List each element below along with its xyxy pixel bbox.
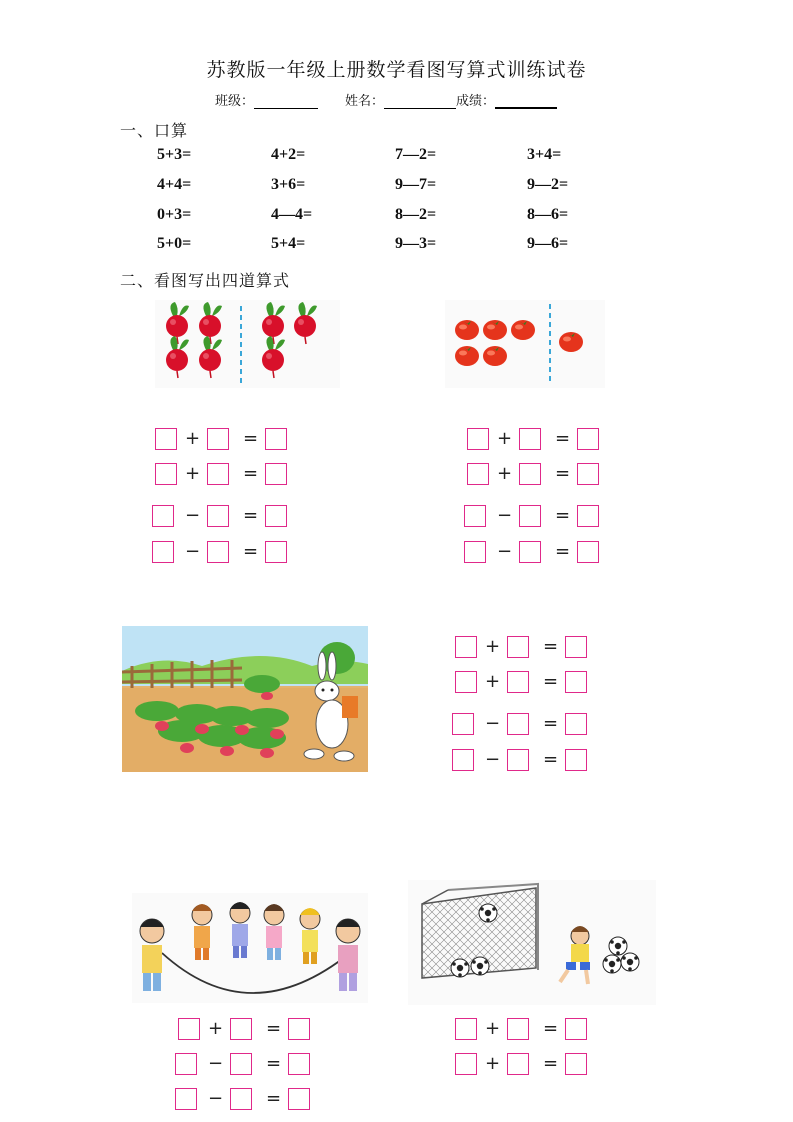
calc-problem: 9—6= bbox=[527, 235, 569, 252]
equals-sign: = bbox=[243, 463, 259, 484]
answer-box[interactable] bbox=[565, 749, 587, 771]
answer-box[interactable] bbox=[507, 1053, 529, 1075]
answer-box[interactable] bbox=[455, 671, 477, 693]
answer-box[interactable] bbox=[265, 463, 287, 485]
class-field bbox=[215, 90, 318, 109]
soccer-goal-scene bbox=[408, 880, 656, 1005]
equals-sign: = bbox=[543, 749, 559, 770]
equals-sign: = bbox=[266, 1053, 282, 1074]
minus-sign: − bbox=[185, 505, 201, 526]
name-label: 姓名： bbox=[345, 94, 385, 109]
score-label: 成绩： bbox=[456, 94, 496, 109]
calc-problem: 4+4= bbox=[157, 176, 192, 193]
answer-box[interactable] bbox=[230, 1053, 252, 1075]
answer-box[interactable] bbox=[175, 1053, 197, 1075]
minus-sign: − bbox=[497, 541, 513, 562]
name-blank[interactable] bbox=[384, 94, 456, 109]
section1-title: 一、口算 bbox=[120, 121, 189, 140]
answer-box[interactable] bbox=[467, 428, 489, 450]
calc-problem: 4—4= bbox=[271, 206, 313, 223]
class-label: 班级： bbox=[215, 94, 255, 109]
plus-sign: + bbox=[208, 1018, 224, 1039]
answer-box[interactable] bbox=[507, 1018, 529, 1040]
radish-picture bbox=[155, 300, 340, 388]
minus-sign: − bbox=[208, 1053, 224, 1074]
answer-box[interactable] bbox=[507, 713, 529, 735]
tomato-icon bbox=[445, 300, 605, 388]
answer-box[interactable] bbox=[230, 1018, 252, 1040]
jump-rope-picture bbox=[132, 893, 368, 1003]
answer-box[interactable] bbox=[452, 713, 474, 735]
equals-sign: = bbox=[266, 1088, 282, 1109]
equals-sign: = bbox=[543, 636, 559, 657]
answer-box[interactable] bbox=[455, 1018, 477, 1040]
answer-box[interactable] bbox=[577, 463, 599, 485]
calc-problem: 5+3= bbox=[157, 146, 192, 163]
name-field bbox=[345, 90, 557, 109]
answer-box[interactable] bbox=[565, 713, 587, 735]
answer-box[interactable] bbox=[288, 1018, 310, 1040]
soccer-picture bbox=[408, 880, 656, 1005]
answer-box[interactable] bbox=[519, 541, 541, 563]
page-title: 苏教版一年级上册数学看图写算式训练试卷 bbox=[206, 59, 587, 81]
answer-box[interactable] bbox=[565, 1018, 587, 1040]
plus-sign: + bbox=[485, 1053, 501, 1074]
plus-sign: + bbox=[185, 463, 201, 484]
answer-box[interactable] bbox=[288, 1088, 310, 1110]
calc-problem: 3+6= bbox=[271, 176, 306, 193]
equals-sign: = bbox=[266, 1018, 282, 1039]
equals-sign: = bbox=[555, 541, 571, 562]
calc-problem: 5+4= bbox=[271, 235, 306, 252]
score-blank[interactable] bbox=[495, 93, 557, 109]
equals-sign: = bbox=[555, 428, 571, 449]
answer-box[interactable] bbox=[152, 541, 174, 563]
answer-box[interactable] bbox=[464, 505, 486, 527]
answer-box[interactable] bbox=[265, 541, 287, 563]
equals-sign: = bbox=[243, 541, 259, 562]
jump-rope-children-scene bbox=[132, 893, 368, 1003]
calc-problem: 3+4= bbox=[527, 146, 562, 163]
answer-box[interactable] bbox=[519, 463, 541, 485]
answer-box[interactable] bbox=[565, 1053, 587, 1075]
plus-sign: + bbox=[185, 428, 201, 449]
plus-sign: + bbox=[485, 671, 501, 692]
equals-sign: = bbox=[555, 463, 571, 484]
minus-sign: − bbox=[485, 749, 501, 770]
answer-box[interactable] bbox=[265, 505, 287, 527]
radish-icon bbox=[155, 300, 340, 388]
minus-sign: − bbox=[485, 713, 501, 734]
answer-box[interactable] bbox=[519, 505, 541, 527]
garden-rabbit-scene bbox=[122, 626, 368, 772]
calc-problem: 7—2= bbox=[395, 146, 437, 163]
answer-box[interactable] bbox=[565, 636, 587, 658]
answer-box[interactable] bbox=[207, 428, 229, 450]
calc-problem: 0+3= bbox=[157, 206, 192, 223]
equals-sign: = bbox=[243, 428, 259, 449]
answer-box[interactable] bbox=[265, 428, 287, 450]
plus-sign: + bbox=[497, 463, 513, 484]
answer-box[interactable] bbox=[464, 541, 486, 563]
answer-box[interactable] bbox=[288, 1053, 310, 1075]
answer-box[interactable] bbox=[230, 1088, 252, 1110]
minus-sign: − bbox=[208, 1088, 224, 1109]
equals-sign: = bbox=[543, 671, 559, 692]
calc-problem: 8—6= bbox=[527, 206, 569, 223]
section2-title: 二、看图写出四道算式 bbox=[120, 271, 291, 290]
answer-box[interactable] bbox=[207, 505, 229, 527]
answer-box[interactable] bbox=[178, 1018, 200, 1040]
calc-problem: 9—3= bbox=[395, 235, 437, 252]
answer-box[interactable] bbox=[577, 428, 599, 450]
answer-box[interactable] bbox=[507, 636, 529, 658]
calc-problem: 8—2= bbox=[395, 206, 437, 223]
calc-problem: 4+2= bbox=[271, 146, 306, 163]
answer-box[interactable] bbox=[565, 671, 587, 693]
answer-box[interactable] bbox=[207, 463, 229, 485]
calc-problem: 9—7= bbox=[395, 176, 437, 193]
answer-box[interactable] bbox=[577, 541, 599, 563]
tomato-picture bbox=[445, 300, 605, 388]
equals-sign: = bbox=[555, 505, 571, 526]
answer-box[interactable] bbox=[207, 541, 229, 563]
plus-sign: + bbox=[485, 636, 501, 657]
calc-problem: 5+0= bbox=[157, 235, 192, 252]
equals-sign: = bbox=[543, 1018, 559, 1039]
calc-problem: 9—2= bbox=[527, 176, 569, 193]
answer-box[interactable] bbox=[507, 749, 529, 771]
answer-box[interactable] bbox=[519, 428, 541, 450]
answer-box[interactable] bbox=[155, 428, 177, 450]
answer-box[interactable] bbox=[455, 636, 477, 658]
plus-sign: + bbox=[497, 428, 513, 449]
answer-box[interactable] bbox=[152, 505, 174, 527]
minus-sign: − bbox=[497, 505, 513, 526]
equals-sign: = bbox=[543, 713, 559, 734]
minus-sign: − bbox=[185, 541, 201, 562]
plus-sign: + bbox=[485, 1018, 501, 1039]
answer-box[interactable] bbox=[452, 749, 474, 771]
answer-box[interactable] bbox=[467, 463, 489, 485]
class-blank[interactable] bbox=[254, 94, 318, 109]
answer-box[interactable] bbox=[155, 463, 177, 485]
answer-box[interactable] bbox=[577, 505, 599, 527]
answer-box[interactable] bbox=[507, 671, 529, 693]
garden-picture bbox=[122, 626, 368, 772]
equals-sign: = bbox=[543, 1053, 559, 1074]
answer-box[interactable] bbox=[175, 1088, 197, 1110]
answer-box[interactable] bbox=[455, 1053, 477, 1075]
equals-sign: = bbox=[243, 505, 259, 526]
